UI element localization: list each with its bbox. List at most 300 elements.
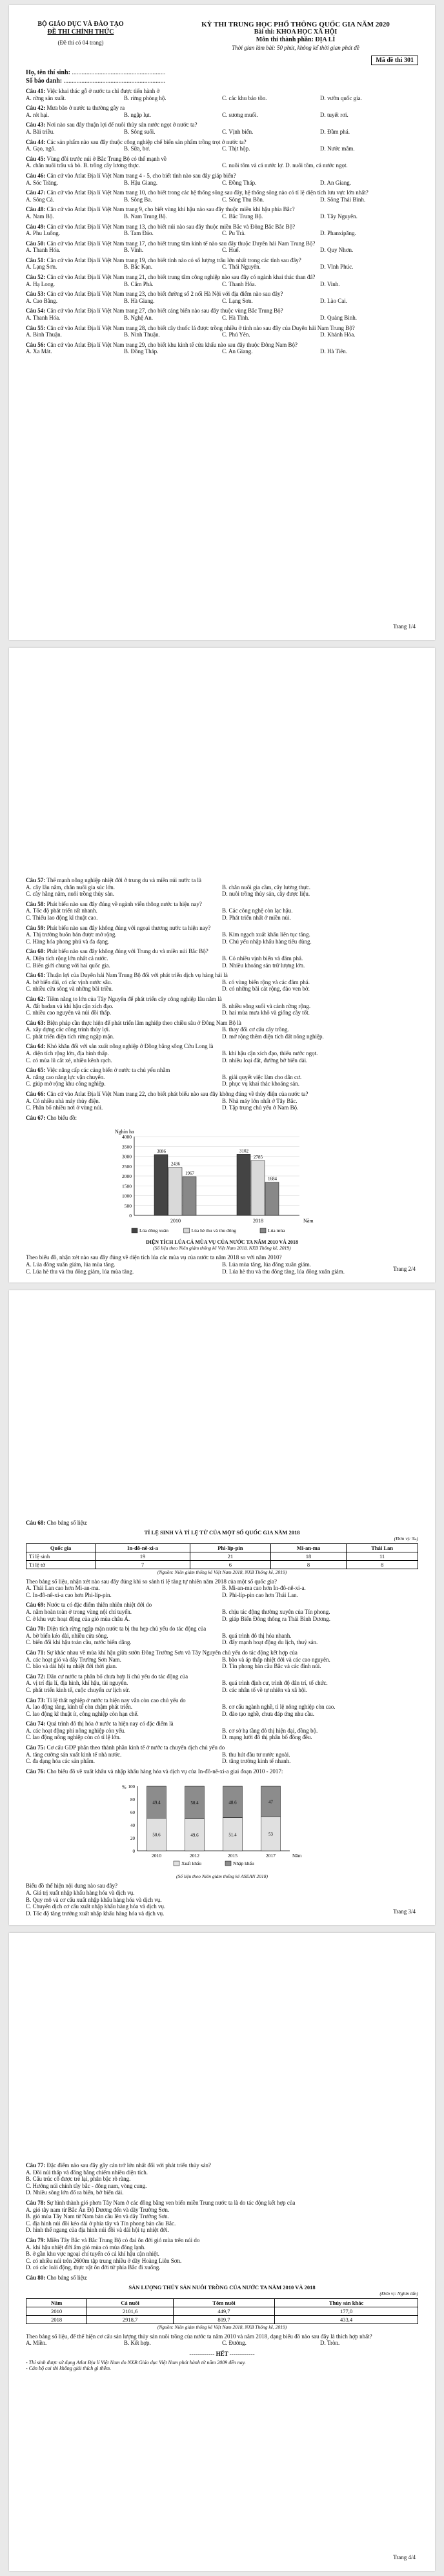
answer-option: A. Diện tích rộng lớn nhất cả nước. <box>26 954 108 962</box>
question-text: Nơi nào sau đây thuận lợi để nuôi thủy sản nước ngọt ở nước ta? <box>46 121 197 129</box>
question-number: Câu 51: <box>26 256 46 263</box>
y-tick-label: 1500 <box>122 1183 132 1190</box>
table-row <box>26 1560 418 1569</box>
question-text: Căn cứ vào Atlat Địa lí Việt Nam trang 13, cho biết núi nào sau đây thuộc miền Bắc và Đông Bắc Bắc Bộ? <box>46 223 296 230</box>
answer-option: B. thu hút đầu tư nước ngoài. <box>222 1751 290 1758</box>
answer-option: D. Tây Nguyên. <box>320 212 358 220</box>
question-number: Câu 53: <box>26 291 46 298</box>
y-tick-label: 500 <box>124 1203 132 1210</box>
segment-value-label: 51.4 <box>228 1832 237 1838</box>
question <box>26 156 418 163</box>
chart-2-question: Biểu đồ thể hiện nội dung nào sau đây? <box>26 1882 117 1890</box>
option-a: A. Giá trị xuất nhập khẩu hàng hóa và dịch vụ. <box>26 1890 135 1897</box>
answer-option: B. Có nhiều vịnh biển và đảm phá. <box>222 954 303 962</box>
question <box>26 257 418 264</box>
aquaculture-output-table <box>26 2298 418 2324</box>
table-cell: 809,7 <box>173 2315 274 2324</box>
table-cell: 2010 <box>26 2307 87 2315</box>
question-options <box>26 1704 418 1717</box>
answer-option: D. Vinh. <box>320 280 340 287</box>
question <box>26 877 418 884</box>
chart-title: DIỆN TÍCH LÚA CẢ MÙA VỤ CỦA NƯỚC TA NĂM 2010 VÀ 2018 <box>146 1239 298 1246</box>
question-number: Câu 47: <box>26 189 46 196</box>
answer-option: A. Phu Luông. <box>26 230 61 237</box>
question-options <box>26 979 418 993</box>
question-text: Căn cứ vào Atlat Địa lí Việt Nam trang 4 - 5, cho biết tỉnh nào sau đây giáp biển? <box>46 172 236 179</box>
question-options <box>26 281 418 288</box>
page-number: Trang 1/4 <box>393 623 416 630</box>
legend-label: Lúa hè thu và thu đông <box>191 1228 236 1234</box>
exam-header <box>26 21 418 52</box>
legend-label: Nhập khẩu <box>233 1860 254 1867</box>
question-text: Căn cứ vào Atlat Địa lí Việt Nam trang 23, cho biết đường số 2 nối Hà Nội với địa điểm nào sau đây? <box>46 291 283 298</box>
answer-option: A. nằm hoàn toàn ở trong vùng nội chí tuyến. <box>26 1608 132 1615</box>
answer-option: C. Biên giới chung với hai quốc gia. <box>26 962 110 969</box>
option-c: C. In-đô-nê-xi-a cao hơn Phi-líp-pin. <box>26 1591 112 1598</box>
table-2-question: Theo bảng số liệu, để thể hiện cơ cấu sản lượng thủy sản nuôi trồng của nước ta năm 2010 và năm 2018, dạng biểu đồ nào sau đây là thích hợp nhất? <box>26 2333 372 2340</box>
question-options <box>26 1633 418 1646</box>
question-number: Câu 56: <box>26 341 46 348</box>
question-text: Căn cứ vào Atlat Địa lí Việt Nam trang 21, cho biết trung tâm công nghiệp nào sau đây có ngành khai thác than đá? <box>46 274 316 281</box>
answer-option: B. khí hậu cận xích đạo, thiếu nước ngọt. <box>222 1050 318 1057</box>
question-text: Biện pháp cần thực hiện để phát triển lâm nghiệp theo chiều sâu ở Đông Nam Bộ là <box>46 1019 241 1026</box>
segment-value-label: 49.4 <box>152 1800 161 1806</box>
question-options <box>26 348 418 355</box>
answer-option: A. rừng sản xuất. <box>26 94 66 101</box>
table-header-cell: Phi-líp-pin <box>190 1543 270 1552</box>
option-a: A. Thái Lan cao hơn Mi-an-ma. <box>26 1585 100 1592</box>
answer-option: C. Hàng hóa phong phú và đa dạng. <box>26 938 110 945</box>
bar <box>265 1182 279 1215</box>
table-cell: 177,0 <box>275 2307 418 2315</box>
question-number: Câu 65: <box>26 1067 46 1074</box>
question <box>26 274 418 281</box>
question-number: Câu 80: <box>26 2274 46 2281</box>
x-tick-label: 2012 <box>190 1853 199 1859</box>
answer-option: A. vị trí địa lí, địa hình, khí hậu, tài nguyên. <box>26 1680 128 1687</box>
answer-option: C. phát triển kinh tế, cuộc chuyển cư lịch sử. <box>26 1686 130 1693</box>
answer-option: B. chịu tác động thường xuyên của Tín phong. <box>222 1608 330 1615</box>
legend-label: Xuất khẩu <box>181 1860 202 1867</box>
question <box>26 1115 418 1122</box>
question-number: Câu 77: <box>26 2162 46 2169</box>
answer-option: B. Hà Giang. <box>124 297 155 304</box>
table-header-cell: Quốc gia <box>26 1543 96 1552</box>
page-4-questions <box>26 2162 418 2282</box>
legend-swatch <box>225 1861 231 1866</box>
question-options <box>26 145 418 152</box>
question-text: Cho biểu đồ về xuất khẩu và nhập khẩu hàng hóa và dịch vụ của In-đô-nê-xi-a giai đoạn 2010 - 2017: <box>46 1767 283 1775</box>
question-number: Câu 49: <box>26 223 46 230</box>
bar <box>251 1160 265 1215</box>
chart-question: Theo biểu đồ, nhận xét nào sau đây đúng về diện tích lúa các mùa vụ của nước ta năm 2018 so với năm 2010? <box>26 1254 282 1261</box>
question-number: Câu 59: <box>26 924 46 931</box>
answer-option: A. Nam Bộ. <box>26 212 54 220</box>
option-d: D. Lúa hè thu và thu đông tăng, lúa đông xuân giảm. <box>222 1268 345 1275</box>
question-text: Phát biểu nào sau đây không đúng với Trung du và miền núi Bắc Bộ? <box>46 948 208 955</box>
answer-option: B. thay đổi cơ cấu cây trồng. <box>222 1026 289 1033</box>
answer-option: A. Bình Thuận. <box>26 331 62 338</box>
answer-option: D. Tập trung chủ yếu ở Nam Bộ. <box>222 1104 299 1111</box>
answer-option: B. Nghệ An. <box>124 314 153 322</box>
question-number: Câu 61: <box>26 972 46 979</box>
bar-value-label: 3102 <box>239 1148 248 1154</box>
answer-option: C. lao động kĩ thuật ít, công nghiệp còn hạn chế. <box>26 1710 139 1717</box>
candidate-name-line <box>26 69 418 76</box>
table-header-cell: Thủy sản khác <box>275 2298 418 2307</box>
question <box>26 189 418 196</box>
question-options <box>26 1098 418 1111</box>
y-tick-label: 1000 <box>122 1193 132 1199</box>
subject-name: Môn thi thành phần: ĐỊA LÍ <box>256 36 336 43</box>
answer-option: B. quá trình định cư, trình độ dân trí, tổ chức. <box>222 1680 328 1687</box>
bar <box>168 1168 182 1215</box>
answer-option: A. xây dựng các công trình thủy lợi. <box>26 1026 110 1033</box>
question-text: Phát biểu nào sau đây không đúng với ngoại thương nước ta hiện nay? <box>46 924 211 931</box>
answer-option: C. có mùa lũ cắt xẻ, nhiều kênh rạch. <box>26 1056 112 1064</box>
answer-option: C. biến đổi khí hậu toàn cầu, nước biển dâng. <box>26 1639 132 1646</box>
question-text: Cho bảng số liệu: <box>46 2274 88 2281</box>
answer-option: C. Huế. <box>222 247 240 254</box>
x-axis-label: Năm <box>292 1853 302 1859</box>
answer-option: B. có vùng biển rộng và các đảm phá. <box>222 978 310 985</box>
answer-option: B. Cấu trúc cổ được trẻ lại, phân bậc rõ ràng. <box>26 2176 131 2183</box>
question <box>26 1625 418 1633</box>
question-number: Câu 46: <box>26 172 46 179</box>
answer-option: B. cơ cấu ngành nghề, tỉ lệ nông nghiệp còn cao. <box>222 1704 336 1711</box>
question-text: Cho biểu đồ: <box>46 1114 77 1121</box>
answer-option: A. cây lâu năm, chăn nuôi gia súc lớn. <box>26 883 115 891</box>
x-tick-label: 2010 <box>152 1853 161 1859</box>
answer-option: B. Ninh Thuận. <box>124 331 160 338</box>
question-text: Căn cứ vào Atlat Địa lí Việt Nam trang 22, cho biết phát biểu nào sau đây không đúng về thủy điện của nước ta? <box>46 1091 308 1098</box>
question-options <box>26 2244 418 2271</box>
question-options <box>26 263 418 271</box>
question-text: Cho bảng số liệu: <box>46 1520 88 1526</box>
answer-option: D. Nhiều sông lớn đổ ra biển, bờ biển dài. <box>26 2189 124 2196</box>
answer-option: D. giáp Biển Đông thông ra Thái Bình Dương. <box>222 1615 330 1622</box>
question-text: Việc nâng cấp các cảng biển ở nước ta chủ yếu nhằm <box>46 1067 170 1074</box>
exam-page-2 <box>9 648 435 1283</box>
question-options <box>26 955 418 969</box>
table-1-title: TỈ LỆ SINH VÀ TỈ LỆ TỬ CỦA MỘT SỐ QUỐC GIA NĂM 2018 <box>144 1529 300 1536</box>
answer-option: D. các nhân tố về tự nhiên và xã hội. <box>222 1686 308 1693</box>
y-tick-label: 0 <box>132 1849 135 1855</box>
table-header-row <box>26 1543 418 1552</box>
page-1-content <box>26 21 418 355</box>
table-cell: 18 <box>270 1552 346 1560</box>
id-label: Số báo danh: <box>26 77 63 85</box>
answer-option: A. chăn nuôi trâu và bò. B. trồng cây lương thực. <box>26 162 140 169</box>
question-number: Câu 57: <box>26 877 46 883</box>
answer-option: A. Tốc độ phát triển rất nhanh. <box>26 907 97 914</box>
question-number: Câu 71: <box>26 1649 46 1656</box>
bar <box>237 1155 250 1216</box>
question <box>26 291 418 298</box>
answer-option: C. cây hằng năm, nuôi trồng thủy sản. <box>26 891 114 898</box>
exam-code: Mã đề thi 301 <box>371 56 418 65</box>
table-header-cell: Năm <box>26 2298 87 2307</box>
answer-option: C. Phú Yên. <box>222 331 250 338</box>
answer-option: C. có nhiều núi trên 2600m tập trung nhiều ở dãy Hoàng Liên Sơn. <box>26 2257 182 2264</box>
option-c: C. Lúa hè thu và thu đông giảm, lúa mùa tăng. <box>26 1268 134 1275</box>
answer-option: A. Bãi triều. <box>26 128 55 135</box>
segment-value-label: 53 <box>268 1831 273 1837</box>
question-options <box>26 196 418 203</box>
question-text: Phát biểu nào sau đây đúng về ngành viễn thông nước ta hiện nay? <box>46 900 202 907</box>
question <box>26 206 418 213</box>
answer-option: B. ở gần khu vực ngoại chí tuyến có cả khí hậu cận nhiệt. <box>26 2251 159 2258</box>
answer-option: B. nhiều sông suối và cảnh rừng rộng. <box>222 1002 311 1009</box>
question-number: Câu 74: <box>26 1720 46 1727</box>
answer-option: A. tăng cường sản xuất kinh tế nhà nước. <box>26 1751 122 1758</box>
table-row <box>26 2307 418 2315</box>
answer-option: D. Phát triển nhất ở miền núi. <box>222 914 291 921</box>
segment-value-label: 48.6 <box>228 1800 237 1806</box>
question-text: Tiềm năng to lớn của Tây Nguyên để phát triển cây công nghiệp lâu năm là <box>46 995 222 1002</box>
question <box>26 1720 418 1727</box>
question <box>26 88 418 95</box>
chart-2-options <box>26 1890 418 1917</box>
question-options <box>26 907 418 921</box>
question-number: Câu 67: <box>26 1114 46 1121</box>
question-number: Câu 63: <box>26 1019 46 1026</box>
question-number: Câu 69: <box>26 1602 46 1609</box>
question <box>26 1020 418 1027</box>
question-options <box>26 213 418 220</box>
answer-option: D. Tín phong bán cầu Bắc và các đỉnh núi. <box>222 1663 321 1670</box>
answer-option: C. Sông Thu Bồn. <box>222 196 265 203</box>
answer-option: B. Đồng Tháp. <box>124 348 159 355</box>
table-header-cell: Thái Lan <box>347 1543 418 1552</box>
question-text: Mưa bão ở nước ta thường gây ra <box>46 105 125 112</box>
option-d: D. Phi-líp-pin cao hơn Thái Lan. <box>222 1591 298 1598</box>
answer-option: B. Bắc Kạn. <box>124 263 152 271</box>
question-text: Căn cứ vào Atlat Địa lí Việt Nam trang 27, cho biết cảng biển nào sau đây thuộc vùng Bắc Trung Bộ? <box>46 307 283 314</box>
y-tick-label: 80 <box>130 1797 135 1803</box>
id-dots: ............................................................... <box>63 77 166 85</box>
answer-option: C. Đồng Tháp. <box>222 179 257 186</box>
question-number: Câu 58: <box>26 900 46 907</box>
answer-option: C. Thiếu lao động kĩ thuật cao. <box>26 914 98 921</box>
question-number: Câu 60: <box>26 948 46 955</box>
name-dots: .......................................................... <box>72 69 166 76</box>
page-count-note: (Đề thi có 04 trang) <box>57 39 104 46</box>
table-cell: 433,4 <box>275 2315 418 2324</box>
option-c: C. Chuyển dịch cơ cấu xuất nhập khẩu hàng hóa và dịch vụ. <box>26 1903 166 1910</box>
answer-option: D. Hà Tiên. <box>320 348 348 355</box>
question-text: Cơ cấu GDP phân theo thành phần kinh tế ở nước ta chuyển dịch chủ yếu do <box>46 1744 225 1751</box>
question-text: Dân cư nước ta phân bố chưa hợp lí chủ yếu do tác động của <box>46 1673 188 1680</box>
bar-value-label: 3086 <box>157 1149 166 1155</box>
answer-option: B. quá trình đô thị hóa nhanh. <box>222 1632 292 1639</box>
question <box>26 948 418 955</box>
birth-death-rate-table <box>26 1543 418 1569</box>
answer-option: C. giúp mở rộng khu công nghiệp. <box>26 1080 106 1087</box>
question-options <box>26 1751 418 1765</box>
question-text: Khó khăn đối với sản xuất nông nghiệp ở Đồng bằng sông Cửu Long là <box>46 1043 214 1050</box>
question-text: Căn cứ vào Atlat Địa lí Việt Nam trang 9, cho biết vùng khí hậu nào sau đây thuộc miền khí hậu phía Bắc? <box>46 206 295 213</box>
answer-option: D. đào tạo nghề, chưa đáp ứng nhu cầu. <box>222 1710 314 1717</box>
answer-option: A. Đồi núi thấp và đồng bằng chiếm nhiều diện tích. <box>26 2169 148 2176</box>
question-number: Câu 45: <box>26 155 46 162</box>
question-number: Câu 48: <box>26 206 46 213</box>
ministry-name: BỘ GIÁO DỤC VÀ ĐÀO TẠO <box>37 21 124 28</box>
segment-value-label: 50.4 <box>190 1800 199 1806</box>
question <box>26 925 418 932</box>
option-b: B. Mi-an-ma cao hơn In-đô-nê-xi-a. <box>222 1585 306 1592</box>
question-number: Câu 75: <box>26 1744 46 1751</box>
name-label: Họ, tên thí sinh: <box>26 69 70 76</box>
option-c: C. Đường. <box>222 2340 247 2347</box>
answer-option: B. giải quyết việc làm cho dân cư. <box>222 1073 302 1080</box>
answer-option: C. Hà Tĩnh. <box>222 314 250 322</box>
y-tick-label: 3000 <box>122 1153 132 1160</box>
answer-option: B. Tam Đảo. <box>124 230 154 237</box>
answer-option: C. nhiều cửa sông và những bãi triều. <box>26 985 113 993</box>
answer-option: C. nhiều cao nguyên và núi đồi thấp. <box>26 1009 112 1016</box>
question-options <box>26 1680 418 1693</box>
table-header-cell: Cá nuôi <box>87 2298 174 2307</box>
question <box>26 1091 418 1098</box>
question-number: Câu 42: <box>26 105 46 112</box>
answer-option: C. các khu bảo tồn. <box>222 94 267 101</box>
answer-option: A. khí hậu nhiệt đới ẩm gió mùa có mùa đông lạnh. <box>26 2243 146 2251</box>
table-header-cell: Tôm nuôi <box>173 2298 274 2307</box>
question-text: Đặc điểm nào sau đây gây cản trở lớn nhất đối với phát triển thủy sản? <box>46 2162 211 2169</box>
question-text: Căn cứ vào Atlat Địa lí Việt Nam trang 19, cho biết tỉnh nào có số lượng trâu lớn nhất trong các tỉnh sau đây? <box>46 256 301 263</box>
export-import-stacked-chart <box>116 1780 328 1870</box>
answer-option: D. tăng trưởng kinh tế nhanh. <box>222 1758 291 1765</box>
answer-option: D. nhiều loại đất, đường bờ biển dài. <box>222 1056 308 1064</box>
question-number: Câu 43: <box>26 121 46 129</box>
option-d: D. Tròn. <box>320 2340 340 2347</box>
bar-value-label: 1967 <box>185 1171 194 1177</box>
question-number: Câu 79: <box>26 2236 46 2243</box>
table-header-cell: In-đô-nê-xi-a <box>96 1543 190 1552</box>
question-options <box>26 331 418 338</box>
candidate-id-line <box>26 77 418 85</box>
question-text: Miền Tây Bắc và Bắc Trung Bộ có đai ôn đới gió mùa trên núi do <box>46 2236 200 2243</box>
question <box>26 1673 418 1680</box>
answer-option: A. Cao Bằng. <box>26 297 57 304</box>
answer-option: C. Phân bố nhiều nơi ở vùng núi. <box>26 1104 103 1111</box>
question-number: Câu 76: <box>26 1767 46 1775</box>
question-text: Căn cứ vào Atlat Địa lí Việt Nam trang 10, cho biết trong các hệ thống sông sau đây, hệ thống sông nào có tỉ lệ diện tích lưu vực lớn nhất? <box>46 189 368 196</box>
answer-option: B. cơ sở hạ tầng đô thị hiện đại, đồng bộ. <box>222 1727 318 1734</box>
page-number: Trang 4/4 <box>393 2554 416 2561</box>
subject-group: Bài thi: KHOA HỌC XÃ HỘI <box>254 28 338 36</box>
question <box>26 2274 418 2282</box>
answer-option: D. hai mùa mưa khô và giống cây tốt. <box>222 1009 310 1016</box>
answer-option: D. vườn quốc gia. <box>320 94 362 101</box>
answer-option: D. Phanxipăng. <box>320 230 356 237</box>
table-2-title: SẢN LƯỢNG THỦY SẢN NUÔI TRỒNG CỦA NƯỚC TA NĂM 2010 VÀ 2018 <box>128 2283 316 2291</box>
question <box>26 1649 418 1656</box>
bar <box>183 1177 196 1215</box>
answer-option: A. đất badan và khí hậu cận xích đạo. <box>26 1002 114 1009</box>
table-cell: 8 <box>347 1560 418 1569</box>
question-number: Câu 73: <box>26 1696 46 1704</box>
answer-option: B. Sông Ba. <box>124 196 152 203</box>
question-options <box>26 1003 418 1016</box>
y-tick-label: 20 <box>130 1836 135 1842</box>
exam-time: Thời gian làm bài: 50 phút, không kể thời gian phát đề <box>232 45 359 51</box>
answer-option: C. Bắc Trung Bộ. <box>222 212 263 220</box>
answer-option: D. Quảng Bình. <box>320 314 357 322</box>
question <box>26 307 418 314</box>
question-text: Nước ta có đặc điểm thiên nhiên nhiệt đới do <box>46 1602 152 1609</box>
question <box>26 2162 418 2169</box>
y-tick-label: 3500 <box>122 1144 132 1150</box>
answer-option: B. Các công nghệ còn lạc hậu. <box>222 907 293 914</box>
x-tick-label: 2010 <box>170 1218 181 1224</box>
chart-question-options <box>26 1261 418 1275</box>
question-text: Việc khai thác gỗ ở nước ta chỉ được tiến hành ở <box>46 88 160 94</box>
table-header-cell: Mi-an-ma <box>270 1543 346 1552</box>
answer-option: C. Thanh Hóa. <box>222 280 256 287</box>
bar <box>154 1155 168 1215</box>
y-tick-label: 0 <box>129 1213 132 1219</box>
question <box>26 121 418 129</box>
exam-page-3 <box>9 1290 435 1925</box>
segment-value-label: 49.6 <box>190 1833 199 1839</box>
question-number: Câu 44: <box>26 138 46 145</box>
bar-value-label: 1684 <box>268 1177 277 1182</box>
question-text: Sự khác nhau về mùa khí hậu giữa sườn Đông Trường Sơn và Tây Nguyên chủ yếu do tác động kết hợp của <box>46 1649 298 1656</box>
question-text: Sự hình thành gió phơn Tây Nam ở các đồng bằng ven biển miền Trung nước ta là do tác động kết hợp của <box>46 2199 296 2206</box>
legend-swatch <box>260 1228 266 1233</box>
table-cell: 6 <box>190 1560 270 1569</box>
question-text: Thuận lợi của Duyên hải Nam Trung Bộ đối với phát triển dịch vụ hàng hải là <box>46 972 228 979</box>
question-text: Thế mạnh nông nghiệp nhiệt đới ở trung du và miền núi nước ta là <box>46 877 201 883</box>
table-row <box>26 1552 418 1560</box>
page-3-content <box>26 1516 418 1917</box>
question <box>26 1602 418 1609</box>
question-number: Câu 50: <box>26 240 46 247</box>
table-cell: 2101,6 <box>87 2307 174 2315</box>
question-options <box>26 162 418 169</box>
answer-option: A. Thanh Hóa. <box>26 314 61 322</box>
question <box>26 972 418 979</box>
question-options <box>26 1074 418 1087</box>
question <box>26 996 418 1003</box>
answer-option: D. Đầm phá. <box>320 128 350 135</box>
question-options <box>26 180 418 187</box>
legend-swatch <box>174 1861 179 1866</box>
question-number: Câu 70: <box>26 1625 46 1633</box>
answer-option: D. có các loài động, thực vật ôn đới từ phía Bắc đi xuống. <box>26 2264 161 2271</box>
question <box>26 223 418 231</box>
table-cell: 11 <box>347 1552 418 1560</box>
page-3-questions <box>26 1602 418 1775</box>
question-text: Tỉ lệ thất nghiệp ở nước ta hiện nay vẫn còn cao chủ yếu do <box>46 1696 186 1704</box>
answer-option: A. diện tích rộng lớn, địa hình thấp. <box>26 1050 109 1057</box>
answer-option: A. Thanh Hóa. <box>26 247 61 254</box>
question-text: Vùng đồi trước núi ở Bắc Trung Bộ có thế mạnh về <box>46 155 166 162</box>
question-number: Câu 41: <box>26 88 46 94</box>
page-number: Trang 2/4 <box>393 1266 416 1272</box>
answer-option: B. rừng phòng hộ. <box>124 94 166 101</box>
answer-option: A. bờ biển dài, có các vịnh nước sâu. <box>26 978 112 985</box>
answer-option: A. Hạ Long. <box>26 280 55 287</box>
table-cell: 2018 <box>26 2315 87 2324</box>
answer-option: A. các hoạt động phi nông nghiệp còn yếu. <box>26 1727 126 1734</box>
question-options <box>26 298 418 305</box>
question-options <box>26 230 418 237</box>
option-d: D. Tốc độ tăng trưởng xuất nhập khẩu hàng hóa và dịch vụ. <box>26 1910 165 1917</box>
question <box>26 901 418 908</box>
